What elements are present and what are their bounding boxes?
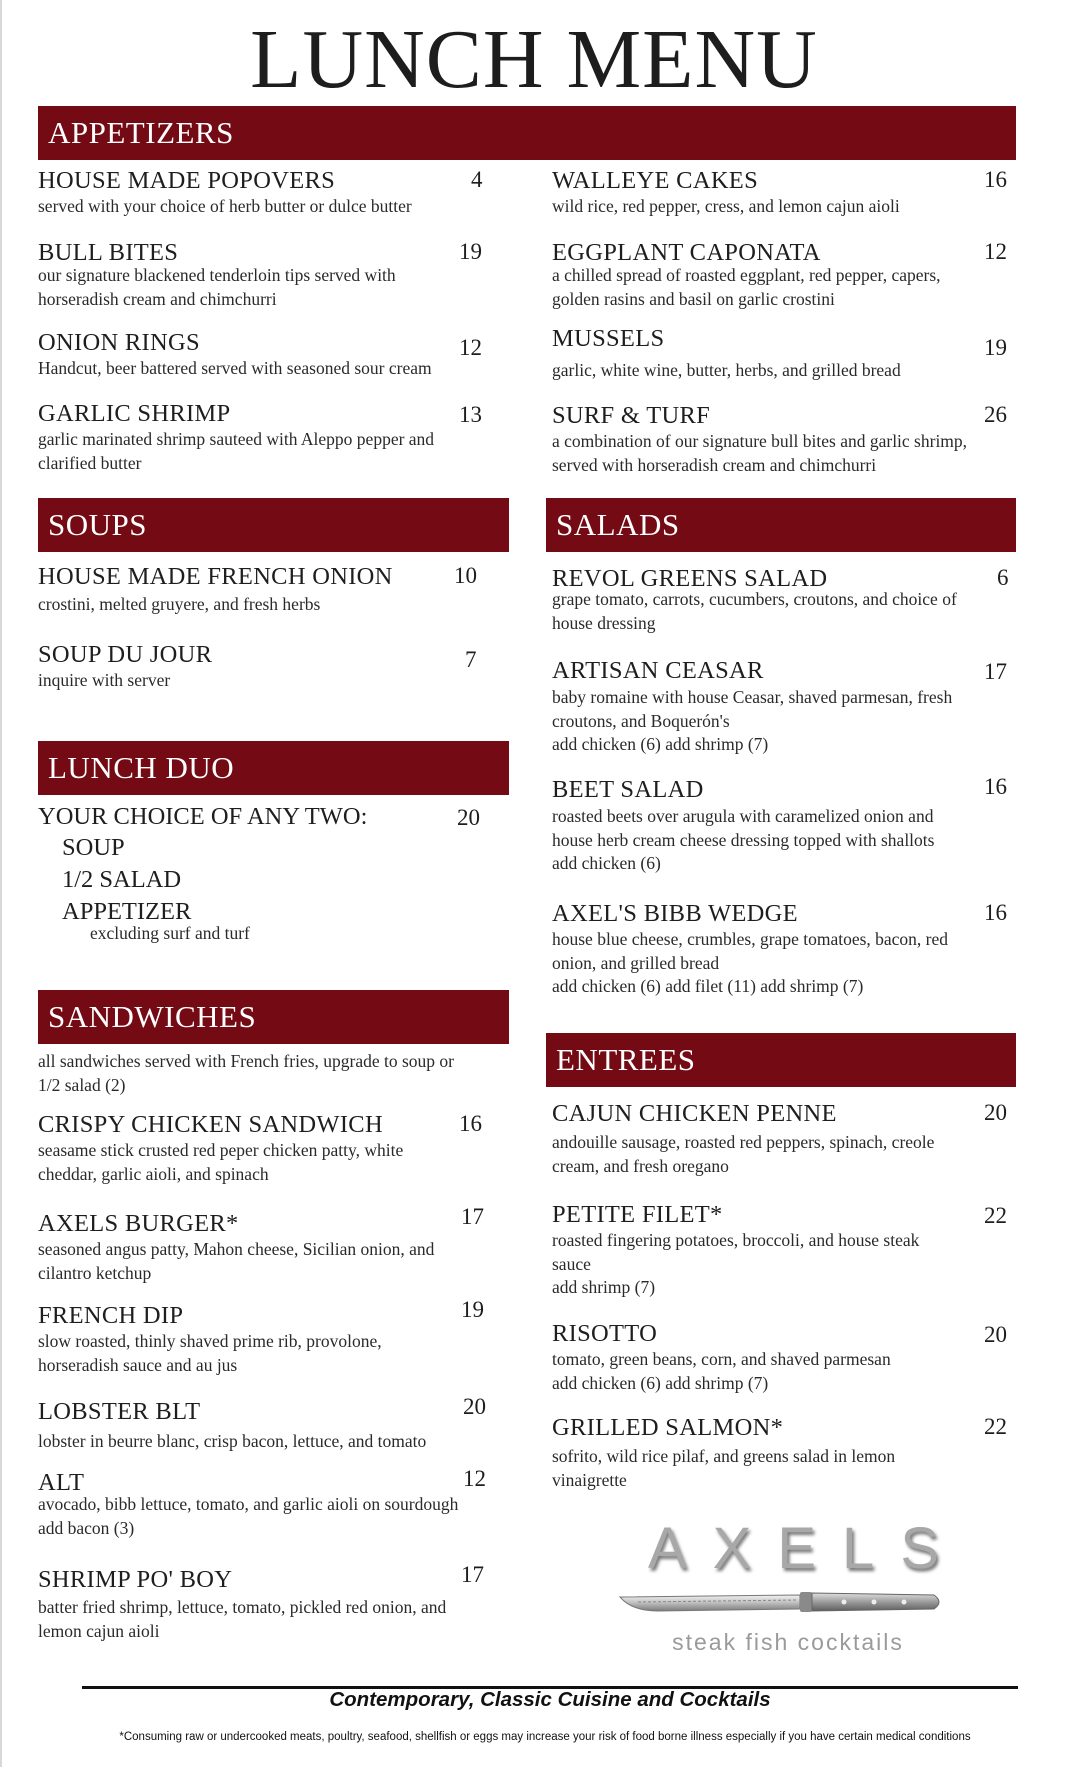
page-title: LUNCH MENU [250,13,818,106]
item-price: 13 [459,402,482,427]
item-price: 22 [984,1414,1007,1439]
item-price: 17 [984,659,1007,684]
item-description: Handcut, beer battered served with seasoned sour cream [38,358,432,378]
item-price: 20 [984,1322,1007,1347]
item-price: 4 [471,167,483,192]
item-name: BULL BITES [38,239,179,266]
item-price: 19 [461,1297,484,1322]
item-addon: add chicken (6) [552,853,661,873]
item-price: 12 [459,335,482,360]
item-description: a combination of our signature bull bites and garlic shrimp, served with horseradish cream and chimchurri [552,431,968,475]
lunch-duo-heading: YOUR CHOICE OF ANY TWO: [38,803,368,830]
item-name: AXELS BURGER* [38,1210,239,1237]
item-name: MUSSELS [552,325,665,352]
lunch-duo-price: 20 [457,805,480,830]
item-price: 26 [984,402,1007,427]
item-description: lobster in beurre blanc, crisp bacon, lettuce, and tomato [38,1431,427,1451]
menu-item-house-made-popovers [38,167,488,219]
sandwiches-note: all sandwiches served with French fries, upgrade to soup or 1/2 salad (2) [38,1051,455,1095]
item-name: CRISPY CHICKEN SANDWICH [38,1111,383,1138]
item-description: our signature blackened tenderloin tips served with horseradish cream and chimchurri [38,265,396,309]
menu-item-risotto [552,1320,1012,1395]
item-price: 16 [984,774,1007,799]
item-price: 6 [997,565,1009,590]
item-price: 17 [461,1204,484,1229]
item-description: roasted beets over arugula with caramelized onion and house herb cream cheese dressing topped with shallots [552,806,935,850]
menu-item-axels-bibb-wedge [552,900,1012,999]
menu-item-shrimp-po-boy [38,1562,488,1643]
menu-item-bull-bites [38,239,482,311]
item-description: grape tomato, carrots, cucumbers, croutons, and choice of house dressing [552,589,957,633]
section-header-entrees: ENTREES [546,1033,1016,1087]
item-price: 17 [461,1562,484,1587]
item-description: wild rice, red pepper, cress, and lemon cajun aioli [552,196,900,216]
item-price: 16 [984,167,1007,192]
item-addon: add chicken (6) add shrimp (7) [552,734,769,754]
item-name: ONION RINGS [38,329,200,356]
lunch-duo-option-appetizer: APPETIZER [62,898,192,925]
item-name: FRENCH DIP [38,1302,184,1329]
item-price: 12 [463,1466,486,1491]
item-name: SHRIMP PO' BOY [38,1566,233,1593]
item-name: REVOL GREENS SALAD [552,565,828,592]
item-description: batter fried shrimp, lettuce, tomato, pickled red onion, and lemon cajun aioli [38,1597,447,1641]
menu-item-beet-salad [552,776,1012,876]
item-name: ALT [38,1469,85,1496]
item-price: 20 [984,1100,1007,1125]
item-description: seasame stick crusted red peper chicken patty, white cheddar, garlic aioli, and spinach [38,1140,404,1184]
item-name: HOUSE MADE POPOVERS [38,167,336,194]
item-name: PETITE FILET* [552,1201,723,1228]
menu-item-crispy-chicken-sandwich [38,1111,488,1186]
item-description: andouille sausage, roasted red peppers, spinach, creole cream, and fresh oregano [552,1132,935,1176]
item-addon: add chicken (6) add shrimp (7) [552,1372,769,1393]
item-name: EGGPLANT CAPONATA [552,239,821,266]
item-name: SOUP DU JOUR [38,641,213,668]
logo-tagline: steak fish cocktails [672,1629,904,1655]
page-edge [0,0,2,1767]
section-header-salads: SALADS [546,498,1016,552]
item-description: inquire with server [38,670,171,690]
logo-wordmark: AXELS [648,1516,965,1581]
menu-item-lobster-blt [38,1394,488,1454]
section-header-appetizers: APPETIZERS [38,106,1016,160]
menu-item-mussels [552,325,1012,383]
item-description: roasted fingering potatoes, broccoli, and house steak sauce [552,1230,920,1274]
item-name: AXEL'S BIBB WEDGE [552,900,798,927]
item-name: LOBSTER BLT [38,1398,201,1425]
menu-item-petite-filet [552,1201,1012,1300]
section-header-soups: SOUPS [38,498,509,552]
menu-item-surf-and-turf [552,402,1012,477]
lunch-duo-option-half-salad: 1/2 SALAD [62,866,182,893]
section-header-sandwiches: SANDWICHES [38,990,509,1044]
footer-tagline: Contemporary, Classic Cuisine and Cocktails [329,1688,771,1711]
menu-item-walleye-cakes [552,167,1012,219]
item-description: garlic marinated shrimp sauteed with Aleppo pepper and clarified butter [38,429,435,473]
menu-item-revol-greens-salad [552,565,1012,635]
menu-item-axels-burger [38,1204,488,1285]
lunch-duo-option-soup: SOUP [62,834,125,861]
item-price: 12 [984,239,1007,264]
health-disclaimer: *Consuming raw or undercooked meats, poultry, seafood, shellfish or eggs may increase your risk of food borne illness especially if you have certain medical conditions [119,1731,971,1743]
item-description: slow roasted, thinly shaved prime rib, provolone, horseradish sauce and au jus [38,1331,382,1375]
menu-item-onion-rings [38,329,488,381]
menu-item-eggplant-caponata [552,239,1012,311]
item-name: GRILLED SALMON* [552,1414,784,1441]
menu-item-grilled-salmon [552,1414,1012,1492]
item-price: 16 [459,1111,482,1136]
menu-item-alt [38,1466,498,1540]
item-description: a chilled spread of roasted eggplant, red pepper, capers, golden rasins and basil on garlic crostini [552,265,941,309]
item-name: CAJUN CHICKEN PENNE [552,1100,837,1127]
menu-item-french-dip [38,1297,488,1377]
knife-icon [618,1587,948,1627]
item-price: 22 [984,1203,1007,1228]
item-price: 16 [984,900,1007,925]
item-description: crostini, melted gruyere, and fresh herbs [38,594,321,614]
item-description: served with your choice of herb butter or dulce butter [38,196,412,216]
lunch-duo-note: excluding surf and turf [90,923,250,943]
item-name: RISOTTO [552,1320,658,1347]
item-price: 10 [454,563,477,588]
item-name: BEET SALAD [552,776,704,803]
item-name: ARTISAN CEASAR [552,657,764,684]
item-name: GARLIC SHRIMP [38,400,231,427]
item-price: 20 [463,1394,486,1419]
item-description: house blue cheese, crumbles, grape tomatoes, bacon, red onion, and grilled bread [552,929,949,973]
item-description: avocado, bibb lettuce, tomato, and garlic aioli on sourdough [38,1494,459,1514]
axels-logo [618,1515,965,1665]
item-addon: add bacon (3) [38,1517,135,1538]
item-name: WALLEYE CAKES [552,167,759,194]
menu-item-cajun-chicken-penne [552,1100,1012,1178]
menu-item-artisan-ceasar [552,657,1012,757]
item-price: 19 [984,335,1007,360]
item-description: tomato, green beans, corn, and shaved parmesan [552,1349,891,1369]
item-addon: add chicken (6) add filet (11) add shrimp (7) [552,976,864,996]
item-description: sofrito, wild rice pilaf, and greens salad in lemon vinaigrette [552,1446,896,1490]
item-price: 7 [465,647,477,672]
menu-item-garlic-shrimp [38,400,482,475]
item-price: 19 [459,239,482,264]
item-addon: add shrimp (7) [552,1277,656,1297]
item-name: SURF & TURF [552,402,711,429]
item-description: garlic, white wine, butter, herbs, and grilled bread [552,360,901,380]
item-description: baby romaine with house Ceasar, shaved parmesan, fresh croutons, and Boquerón's [552,687,953,731]
item-description: seasoned angus patty, Mahon cheese, Sicilian onion, and cilantro ketchup [38,1239,435,1283]
menu-item-french-onion-soup [38,563,488,617]
item-name: HOUSE MADE FRENCH ONION [38,563,393,590]
section-header-lunch-duo: LUNCH DUO [38,741,509,795]
menu-item-soup-du-jour [38,641,488,693]
